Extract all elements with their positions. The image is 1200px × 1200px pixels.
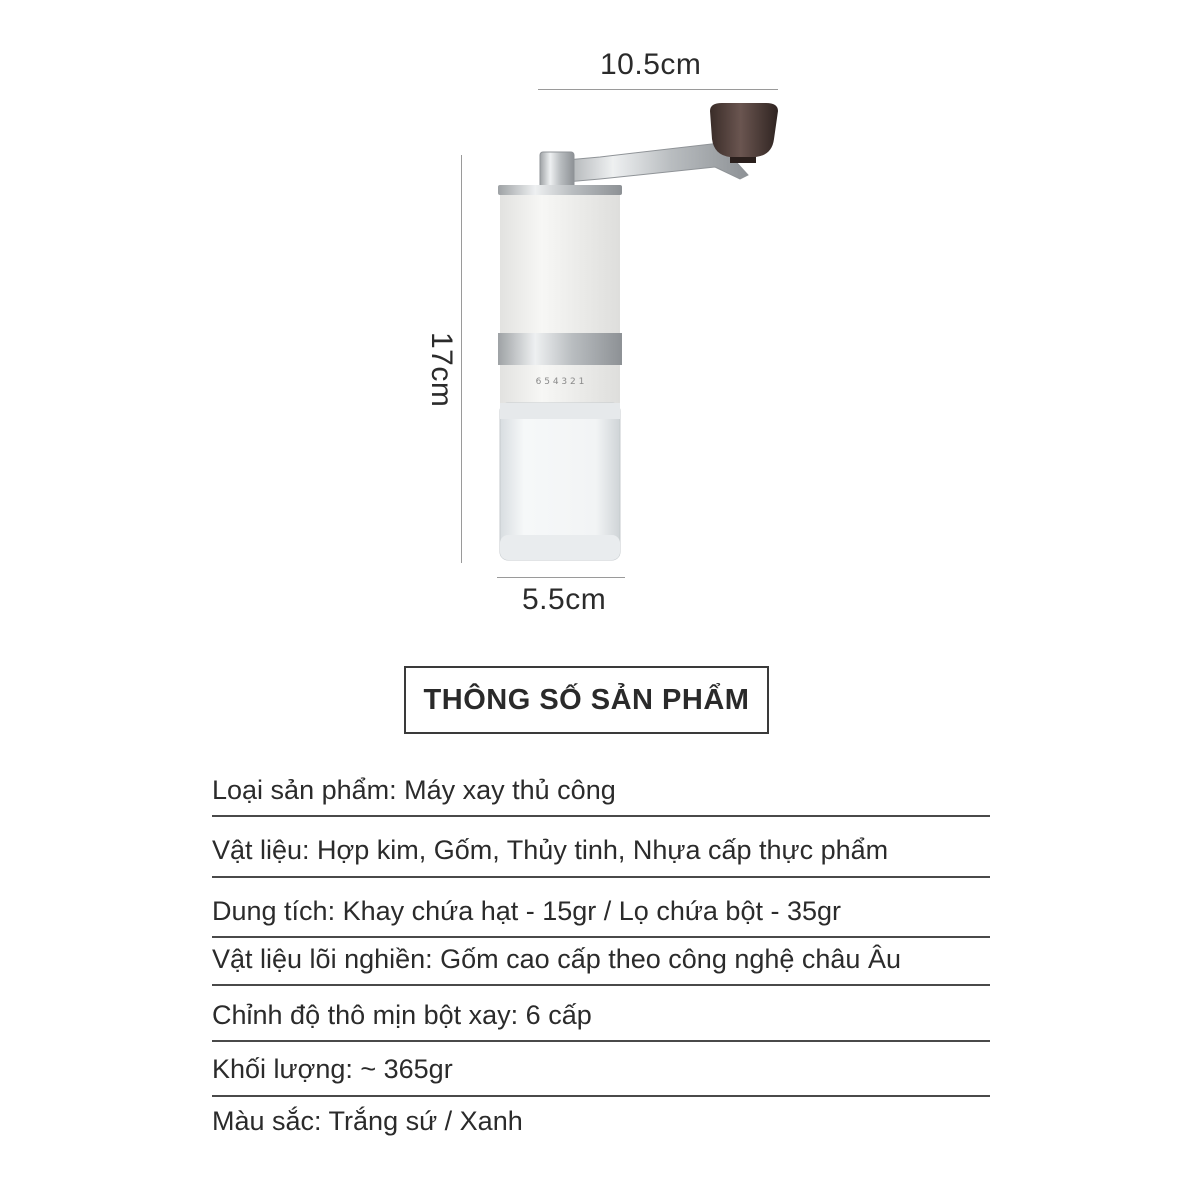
spec-text: Vật liệu lõi nghiền: Gốm cao cấp theo công nghệ châu Âu: [212, 944, 901, 974]
height-dimension-label: 17cm: [425, 332, 458, 408]
divider: [212, 1040, 990, 1042]
divider: [212, 984, 990, 986]
spec-text: Dung tích: Khay chứa hạt - 15gr / Lọ chứa bột - 35gr: [212, 896, 842, 926]
coffee-grinder-illustration: [460, 95, 800, 575]
spec-text: Loại sản phẩm: Máy xay thủ công: [212, 775, 616, 805]
center-nut: [540, 152, 574, 188]
divider: [212, 876, 990, 878]
grinder-body: [500, 195, 620, 333]
top-cap: [498, 185, 622, 195]
spec-text: Màu sắc: Trắng sứ / Xanh: [212, 1106, 523, 1136]
glass-jar-bottom-band: [500, 535, 620, 560]
section-title-box: [404, 666, 769, 734]
divider: [212, 1095, 990, 1097]
width-dimension-label: 10.5cm: [600, 48, 702, 81]
spec-text: Vật liệu: Hợp kim, Gốm, Thủy tinh, Nhựa cấp thực phẩm: [212, 835, 889, 865]
divider: [212, 936, 990, 938]
grind-scale-numbers: 6 5 4 3 2 1: [535, 377, 585, 387]
base-dimension-label: 5.5cm: [522, 583, 607, 616]
width-dimension-line: [538, 89, 778, 90]
base-dimension-line: [497, 577, 625, 578]
adjustment-ring: [498, 333, 622, 365]
spec-text: Chỉnh độ thô mịn bột xay: 6 cấp: [212, 1000, 592, 1030]
section-title: THÔNG SỐ SẢN PHẨM: [423, 683, 750, 716]
divider: [212, 815, 990, 817]
spec-text: Khối lượng: ~ 365gr: [212, 1054, 453, 1084]
glass-jar-top-band: [500, 403, 620, 419]
